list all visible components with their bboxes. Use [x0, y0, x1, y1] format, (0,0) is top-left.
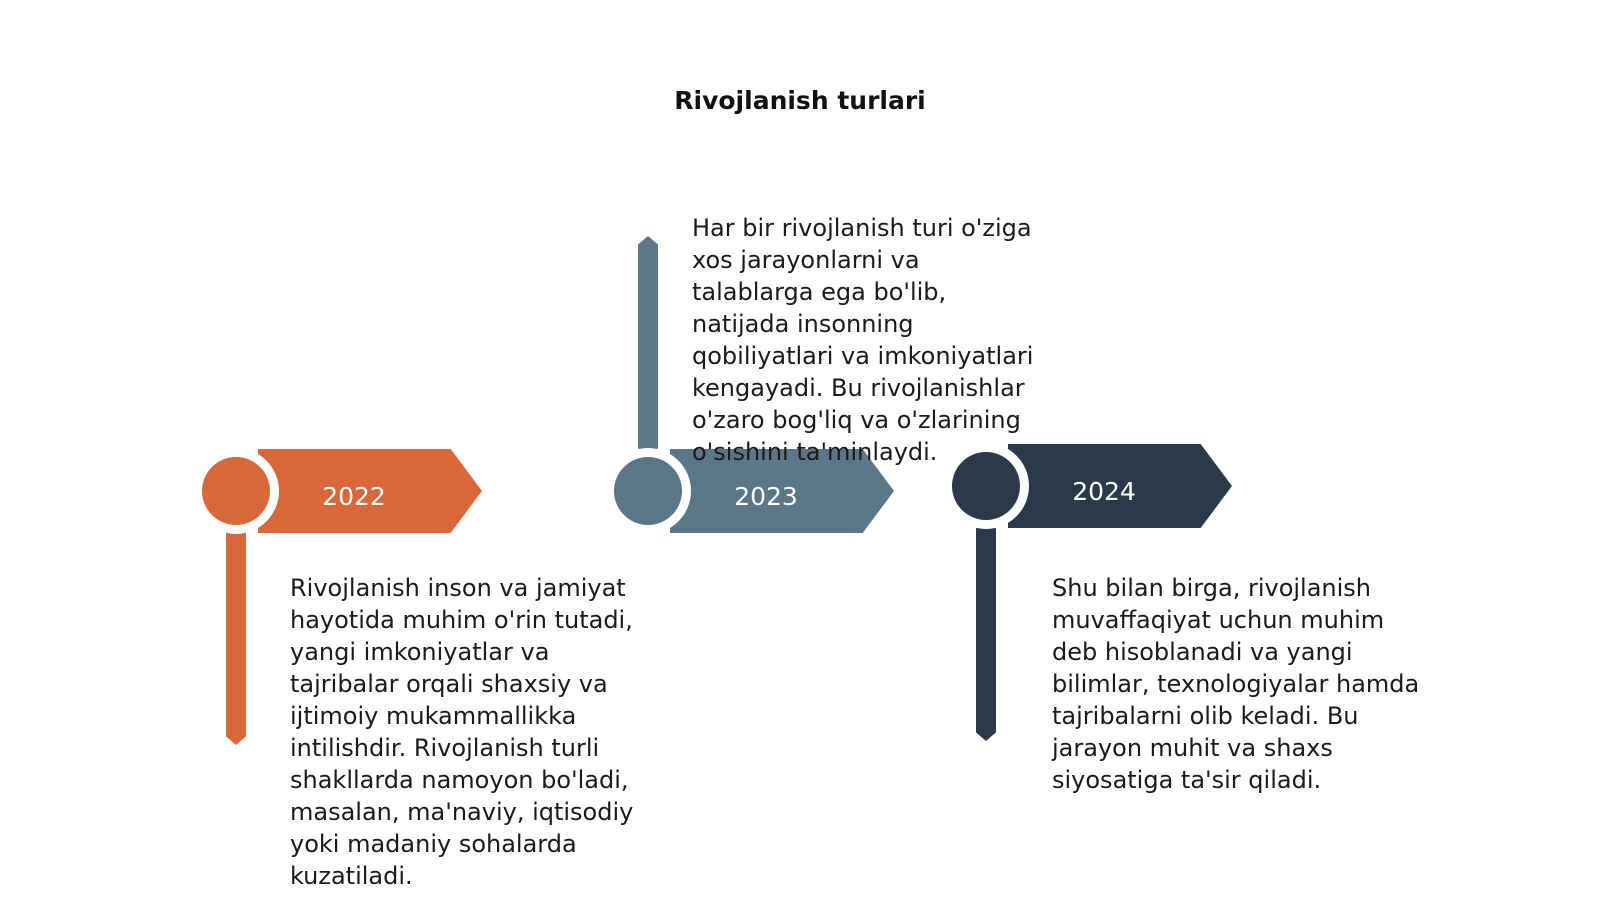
milestone-dot	[952, 452, 1020, 520]
milestone-year: 2022	[322, 482, 386, 511]
milestone-description: Shu bilan birga, rivojlanish muvaffaqiyat uchun muhim deb hisoblanadi va yangi bilimlar, texnologiyalar hamda tajribalarni olib keladi. Bu jarayon muhit va shaxs siyosatiga ta'sir qiladi.	[1052, 574, 1420, 794]
milestone-stem	[976, 526, 996, 741]
milestone-description: Har bir rivojlanish turi o'ziga xos jarayonlarni va talablarga ega bo'lib, natijada insonning qobiliyatlari va imkoniyatlari kengayadi. Bu rivojlanishlar o'zaro bog'liq va o'zlarining o'sishini ta'minlaydi.	[692, 214, 1034, 466]
milestone-stem	[638, 236, 658, 450]
milestone-dot	[202, 457, 270, 525]
milestone-description: Rivojlanish inson va jamiyat hayotida muhim o'rin tutadi, yangi imkoniyatlar va tajribalar orqali shaxsiy va ijtimoiy mukammallikka intilishdir. Rivojlanish turli shakllarda namoyon bo'ladi, masalan, ma'naviy, iqtisodiy yoki madaniy sohalarda kuzatiladi.	[290, 574, 634, 890]
page-title: Rivojlanish turlari	[674, 86, 926, 115]
milestone-stem	[226, 530, 246, 745]
milestone-year: 2023	[734, 482, 798, 511]
milestone-dot	[614, 457, 682, 525]
milestone-year: 2024	[1072, 477, 1136, 506]
